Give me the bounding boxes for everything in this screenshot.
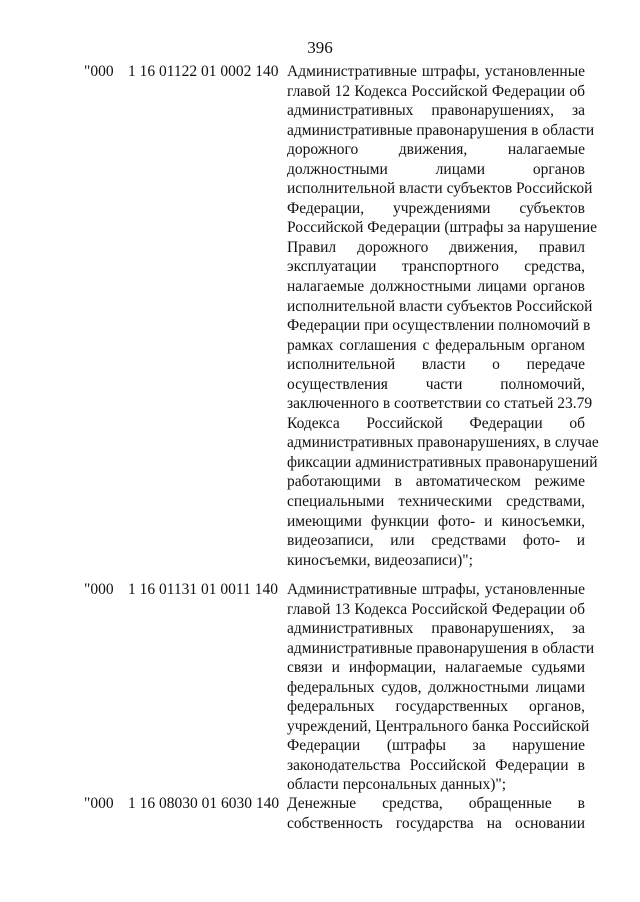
description-line: исполнительной власти субъектов Российской	[287, 297, 593, 315]
entry-description	[287, 62, 599, 570]
description-line: Федерации при осуществлении полномочий в	[287, 317, 591, 335]
description-line: осуществления части полномочий,	[287, 375, 585, 393]
description-line: Кодекса Российской Федерации об	[287, 414, 585, 432]
budget-code	[84, 580, 278, 600]
code-prefix: "000	[84, 63, 114, 80]
description-line: законодательства Российской Федерации в	[287, 756, 585, 774]
description-line: исполнительной власти субъектов Российской	[287, 180, 593, 198]
description-line: исполнительной власти о передаче	[287, 356, 585, 374]
description-line: заключенного в соответствии со статьей 23.79	[287, 395, 593, 413]
description-line: Денежные средства, обращенные в	[287, 795, 585, 812]
description-line: Федерации, учреждениями субъектов	[287, 199, 585, 217]
description-line: административных правонарушениях, за	[287, 102, 585, 120]
page-number: 396	[307, 38, 333, 57]
entry-description	[287, 580, 595, 795]
description-line: связи и информации, налагаемые судьями	[287, 659, 585, 677]
description-line: главой 13 Кодекса Российской Федерации об	[287, 600, 585, 618]
budget-code	[84, 62, 279, 82]
description-line: налагаемые должностными лицами органов	[287, 278, 585, 296]
description-line: киносъемки, видеозаписи)";	[287, 551, 473, 569]
description-line: имеющими функции фото- и киносъемки,	[287, 512, 585, 530]
description-line: работающими в автоматическом режиме	[287, 473, 585, 491]
code-prefix: "000	[84, 795, 114, 812]
description-line: области персональных данных)";	[287, 776, 507, 794]
entry-description	[287, 794, 585, 833]
description-line: федеральных судов, должностными лицами	[287, 678, 585, 696]
description-line: Российской Федерации (штрафы за нарушение	[287, 219, 597, 237]
description-line: собственность государства на основании	[287, 814, 585, 832]
description-line: Административные штрафы, установленные	[287, 63, 585, 80]
budget-code	[84, 794, 279, 814]
description-line: рамках соглашения с федеральным органом	[287, 336, 585, 354]
description-line: федеральных государственных органов,	[287, 698, 585, 716]
description-line: главой 12 Кодекса Российской Федерации об	[287, 82, 585, 100]
classification-code: 1 16 01131 01 0011 140	[128, 581, 278, 598]
code-prefix: "000	[84, 581, 114, 598]
description-line: дорожного движения, налагаемые	[287, 141, 585, 159]
description-line: административных правонарушениях, за	[287, 620, 585, 638]
classification-code: 1 16 01122 01 0002 140	[128, 63, 279, 80]
classification-code: 1 16 08030 01 6030 140	[128, 795, 280, 812]
description-line: Правил дорожного движения, правил	[287, 238, 585, 256]
description-line: Федерации (штрафы за нарушение	[287, 737, 585, 755]
description-line: административные правонарушения в области	[287, 639, 595, 657]
description-line: административные правонарушения в области	[287, 121, 595, 139]
description-line: специальными техническими средствами,	[287, 493, 585, 511]
description-line: эксплуатации транспортного средства,	[287, 258, 585, 276]
description-line: должностными лицами органов	[287, 160, 585, 178]
description-line: фиксации административных правонарушений	[287, 453, 598, 471]
description-line: учреждений, Центрального банка Российской	[287, 717, 590, 735]
description-line: административных правонарушениях, в случае	[287, 434, 599, 452]
description-line: Административные штрафы, установленные	[287, 581, 585, 598]
description-line: видеозаписи, или средствами фото- и	[287, 532, 585, 550]
